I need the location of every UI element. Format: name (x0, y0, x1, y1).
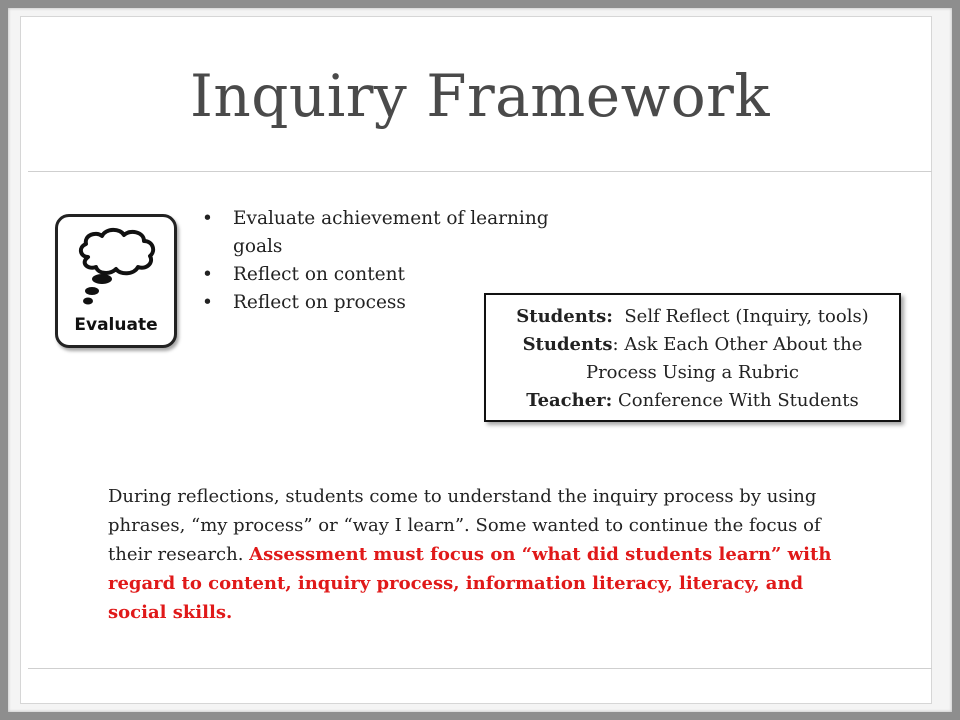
title-divider (28, 171, 932, 172)
list-item (198, 261, 588, 289)
role-label: Teacher: (526, 390, 613, 411)
list-item (198, 205, 588, 261)
roles-line (486, 387, 899, 415)
bullet-dot-icon: • (202, 208, 213, 229)
bullet-dot-icon: • (202, 264, 213, 285)
footer-divider (28, 668, 932, 669)
roles-line (486, 331, 899, 387)
bullet-text: Reflect on process (233, 292, 406, 313)
bullet-dot-icon: • (202, 292, 213, 313)
assessment-highlight: Assessment must focus on “what did students learn” with regard to content, inquiry process, information literacy, literacy, and social skills. (108, 544, 832, 623)
bullet-text: Evaluate achievement of learning goals (233, 208, 549, 257)
role-label: Students (522, 334, 613, 355)
role-text: Self Reflect (Inquiry, tools) (612, 306, 869, 327)
roles-line (486, 303, 899, 331)
paragraph-text: During reflections, students come to understand the inquiry process by using phrases, “my process” or “way I learn”. Some wanted to continue the focus of their research. (108, 486, 821, 565)
role-label: Students: (516, 306, 613, 327)
role-text: : Ask Each Other About the Process Using a Rubric (585, 334, 863, 383)
slide-title: Inquiry Framework (189, 62, 771, 130)
role-text: Conference With Students (612, 390, 859, 411)
reflection-paragraph (108, 482, 843, 627)
evaluate-icon-box (55, 214, 177, 348)
icon-label: Evaluate (74, 315, 158, 335)
bullet-text: Reflect on content (233, 264, 405, 285)
roles-box (484, 293, 901, 422)
